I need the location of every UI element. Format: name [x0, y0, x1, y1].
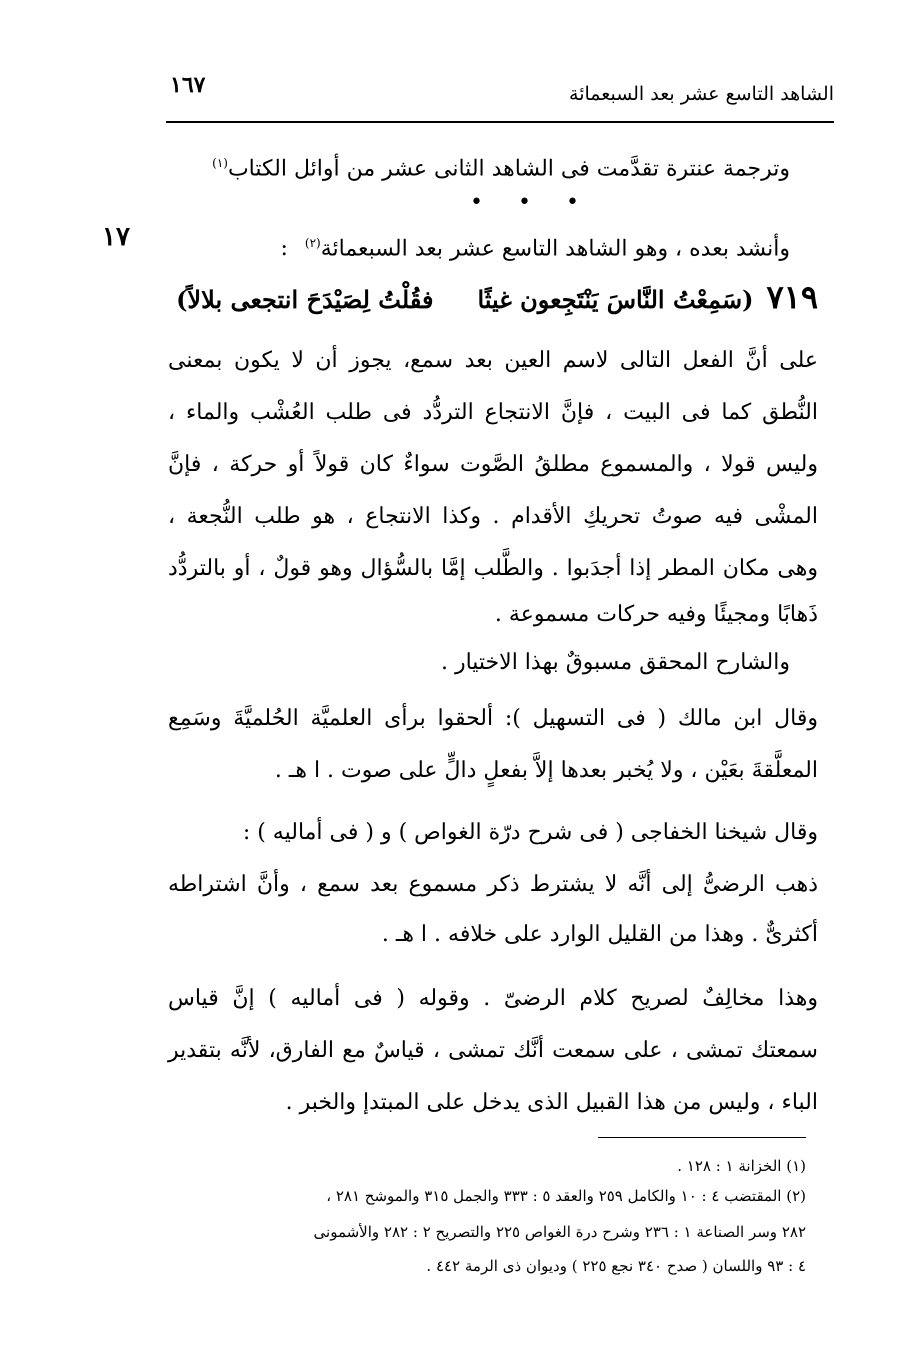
- intro-line-1: [212, 148, 790, 184]
- page-number: ١٦٧: [170, 72, 206, 98]
- footnote-2-line-1: (٢) المقتضب ٤ : ١٠ والكامل ٢٥٩ والعقد ٥ : ٣٣٣ والجمل ٣١٥ والموشح ٢٨١ ،: [326, 1187, 806, 1205]
- footnote-rule: [598, 1137, 806, 1138]
- verse-second-hemistich: فقُلْتُ لِصَيْدَحَ انتجعى بلالاً): [176, 285, 434, 314]
- body-line-4: المشْى فيه صوتُ تحريكِ الأقدام . وكذا الانتجاع ، هو طلب النُّجعة ،: [168, 504, 818, 529]
- verse-first-hemistich: (سَمِعْتُ النَّاسَ يَنْتَجِعون غيثًا: [477, 285, 754, 314]
- body-line-1: على أنَّ الفعل التالى لاسم العين بعد سمع، يجوز أن لا يكون بمعنى: [168, 348, 818, 373]
- verse-number: ٧١٩: [766, 278, 818, 316]
- footnote-ref-1: (١): [212, 156, 228, 170]
- margin-line-number: ١٧: [102, 222, 130, 252]
- intro-line-2: [280, 228, 790, 264]
- intro-line-2-text: وأنشد بعده ، وهو الشاهد التاسع عشر بعد السبعمائة: [320, 236, 790, 262]
- footnote-ref-2: (٢): [304, 236, 321, 250]
- intro-line-2-colon: :: [280, 236, 288, 262]
- body-line-7: والشارح المحقق مسبوقٌ بهذا الاختيار .: [440, 650, 790, 675]
- section-separator: • • •: [470, 190, 593, 215]
- body-line-8: وقال ابن مالك ( فى التسهيل ): ألحقوا برأى العلميَّة الحُلميَّةَ وسَمِع: [168, 706, 818, 731]
- footnote-2-line-2: ٢٨٢ وسر الصناعة ١ : ٢٣٦ وشرح درة الغواص ٢٢٥ والتصريح ٢ : ٢٨٢ والأشمونى: [313, 1223, 806, 1241]
- body-line-14: سمعتك تمشى ، على سمعت أنَّك تمشى ، قياسٌ مع الفارق، لأنَّه بتقدير: [168, 1038, 818, 1063]
- running-header-title: الشاهد التاسع عشر بعد السبعمائة: [569, 83, 834, 105]
- footnote-1: (١) الخزانة ١ : ١٢٨ .: [677, 1157, 806, 1175]
- verse-line: [176, 278, 818, 317]
- body-line-6: ذَهابًا ومجيئًا وفيه حركات مسموعة .: [494, 602, 818, 627]
- body-line-11: ذهب الرضىُّ إلى أنَّه لا يشترط ذكر مسموع بعد سمع ، وأنَّ اشتراطه: [168, 872, 818, 897]
- body-line-13: وهذا مخالِفٌ لصريح كلام الرضىّ . وقوله ( فى أماليه ) إنَّ قياس: [168, 986, 818, 1011]
- intro-line-1-text: وترجمة عنترة تقدَّمت فى الشاهد الثانى عشر من أوائل الكتاب: [227, 156, 790, 182]
- body-line-2: النُّطق كما فى البيت ، فإنَّ الانتجاع التردُّد فى طلب العُشْب والماء ،: [168, 400, 818, 425]
- body-line-12: أكثرىٌّ . وهذا من القليل الوارد على خلافه . ا هـ .: [381, 922, 818, 947]
- body-line-10: وقال شيخنا الخفاجى ( فى شرح درّة الغواص ) و ( فى أماليه ) :: [242, 820, 818, 845]
- body-line-5: وهى مكان المطر إذا أجدَبوا . والطَّلب إمَّا بالسُّؤال وهو قولٌ ، أو بالتردُّد: [168, 556, 818, 581]
- header-rule: [166, 121, 834, 123]
- body-line-3: وليس قولا ، والمسموع مطلقُ الصَّوت سواءٌ كان قولاً أو حركة ، فإنَّ: [168, 452, 818, 477]
- body-line-9: المعلَّقةَ بعَيْن ، ولا يُخبر بعدها إلاَّ بفعلٍ دالٍّ على صوت . ا هـ .: [274, 758, 818, 783]
- body-line-15: الباء ، وليس من هذا القبيل الذى يدخل على المبتدإ والخبر .: [285, 1090, 818, 1115]
- footnote-2-line-3: ٤ : ٩٣ واللسان ( صدح ٣٤٠ نجع ٢٢٥ ) وديوان ذى الرمة ٤٤٢ .: [426, 1257, 806, 1275]
